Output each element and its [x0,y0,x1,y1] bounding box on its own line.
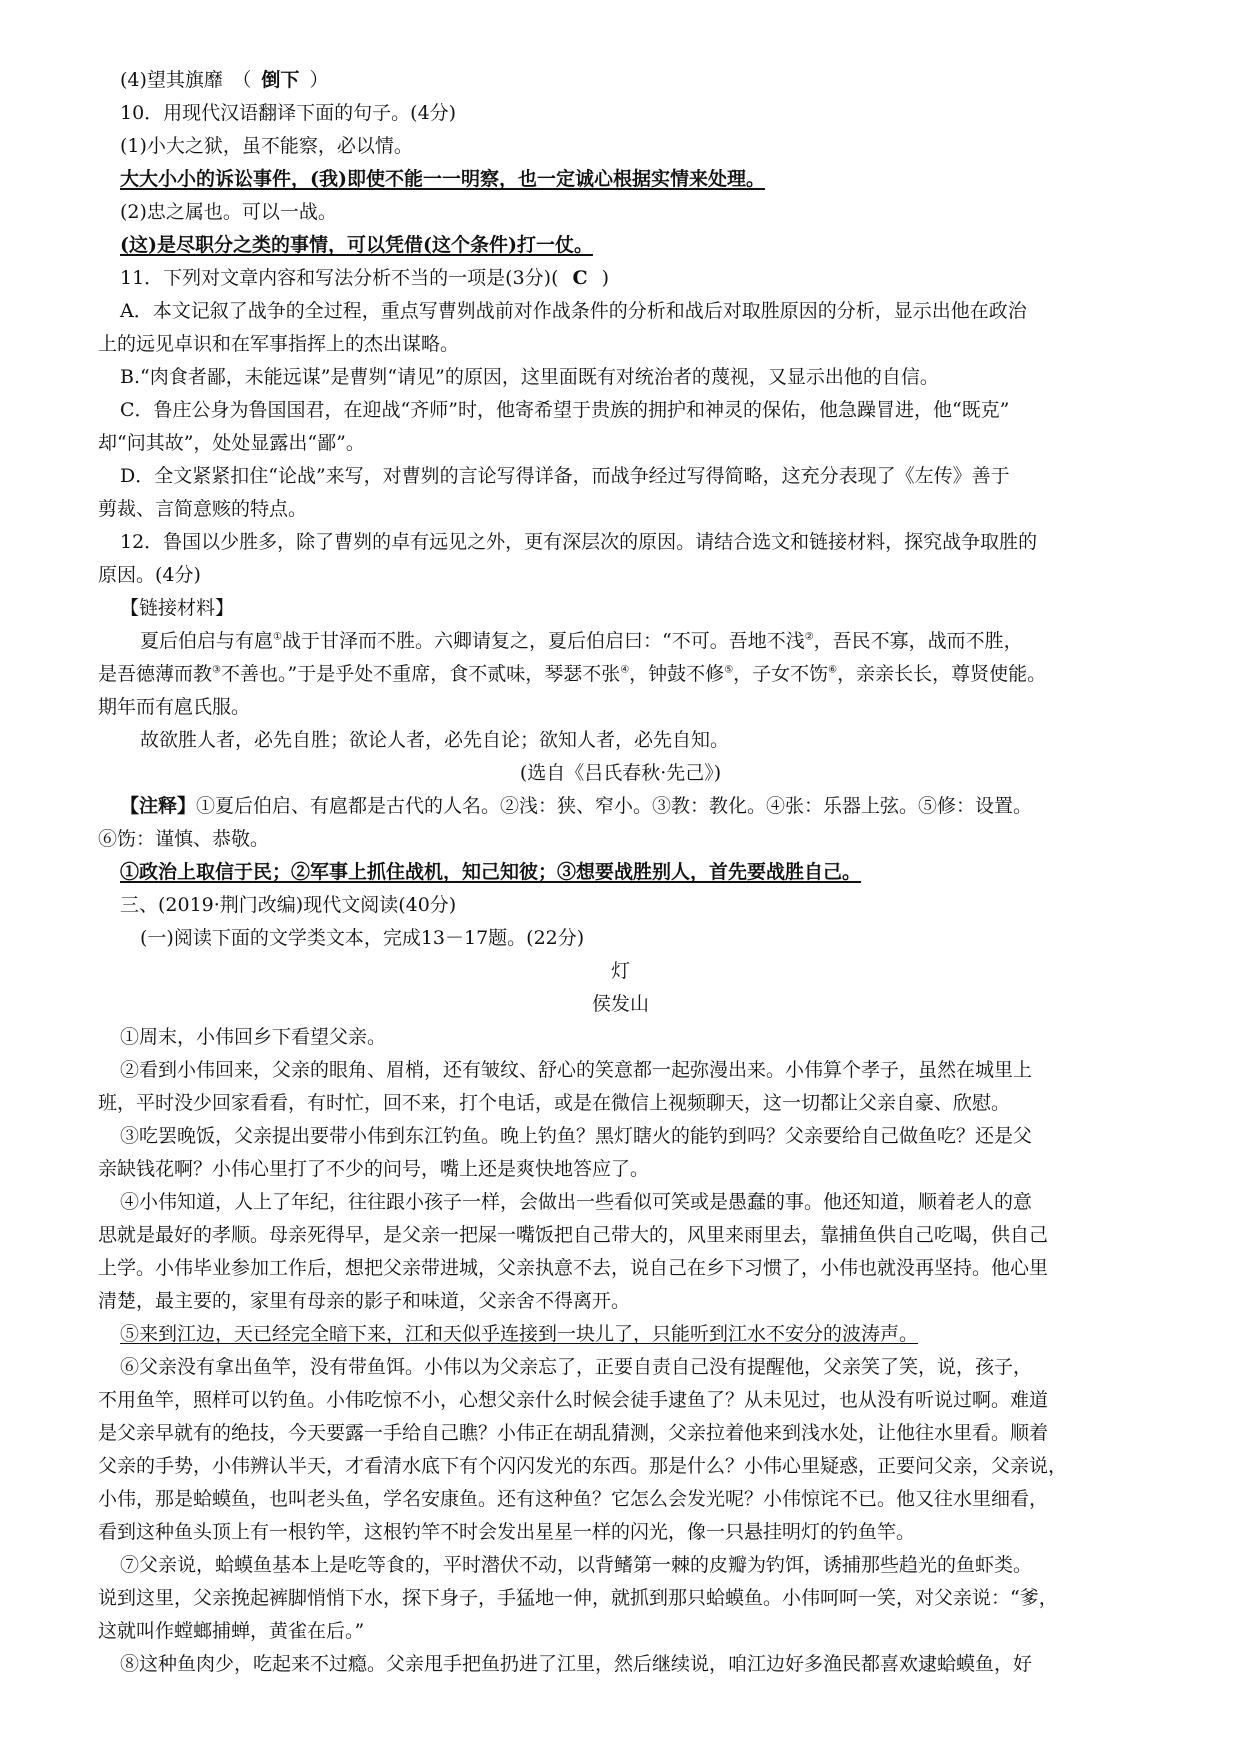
text: 战于甘泽而不胜。六卿请复之，夏后伯启曰：“不可。吾地不浅 [281,630,805,652]
question-12: 12．鲁国以少胜多，除了曹刿的卓有远见之外，更有深层次的原因。请结合选文和链接材料，探究战争取胜的 [120,531,1038,553]
paragraph-4-cont: 清楚，最主要的，家里有母亲的影子和味道，父亲舍不得离开。 [98,1290,631,1312]
annotation [120,790,1032,823]
article-title: 灯 [610,960,630,982]
question-10-2: (2)忠之属也。可以一战。 [120,201,337,223]
question-12-cont: 原因。(4分) [98,564,201,586]
answer-10-2: (这)是尽职分之类的事情，可以凭借(这个条件)打一仗。 [120,234,593,256]
line-answer-9-4 [120,64,328,97]
paragraph-4-cont: 上学。小伟毕业参加工作后，想把父亲带进城，父亲执意不去，说自己在乡下习惯了，小伟也就没再坚持。他心里 [98,1257,1049,1279]
paragraph-5: ⑤来到江边，天已经完全暗下来，江和天似乎连接到一块儿了，只能听到江水不安分的波涛声。 [120,1323,919,1345]
section-three-heading: 三、(2019·荆门改编)现代文阅读(40分) [120,894,457,916]
option-c-cont: 却“问其故”，处处显露出“鄙”。 [98,432,365,454]
question-10-1: (1)小大之狱，虽不能察，必以情。 [120,135,413,157]
paragraph-6-cont: 不用鱼竿，照样可以钓鱼。小伟吃惊不小，心想父亲什么时候会徒手逮鱼了？从未见过，也从没有听说过啊。难道 [98,1389,1049,1411]
question-text: ） [309,69,329,91]
paragraph-6-cont: 是父亲早就有的绝技，今天要露一手给自己瞧？小伟正在胡乱猜测，父亲拉着他来到浅水处，让他往水里看。顺着 [98,1422,1049,1444]
paragraph-2: ②看到小伟回来，父亲的眼角、眉梢，还有皱纹、舒心的笑意都一起弥漫出来。小伟算个孝子，虽然在城里上 [120,1059,1033,1081]
paragraph-6-cont: 小伟，那是蛤蟆鱼，也叫老头鱼，学名安康鱼。还有这种鱼？它怎么会发光呢？小伟惊诧不已。他又往水里细看， [98,1488,1049,1510]
text: ，子女不饬 [733,663,829,685]
question-10: 10．用现代汉语翻译下面的句子。(4分) [120,102,457,124]
text: ，亲亲长长，尊贤使能。 [837,663,1047,685]
paragraph-4: ④小伟知道，人上了年纪，往往跟小孩子一样，会做出一些看似可笑或是愚蠢的事。他还知道，顺着老人的意 [120,1191,1033,1213]
option-c: C．鲁庄公身为鲁国国君，在迎战“齐师”时，他寄希望于贵族的拥护和神灵的保佑，他急躁冒进，他“既克” [120,399,1010,421]
paragraph-4-cont: 思就是最好的孝顺。母亲死得早，是父亲一把屎一嘴饭把自己带大的，风里来雨里去，靠捕鱼供自己吃喝，供自己 [98,1224,1049,1246]
option-a: A．本文记叙了战争的全过程，重点写曹刿战前对作战条件的分析和战后对取胜原因的分析，显示出他在政治 [120,300,1027,322]
text: 是吾德薄而教 [98,663,213,685]
text: ，钟鼓不修 [629,663,725,685]
paragraph-7-cont: 说到这里，父亲挽起裤脚悄悄下水，探下身子，手猛地一伸，就抓到那只蛤蟆鱼。小伟呵呵一笑，对父亲说：“爹， [98,1587,1058,1609]
paragraph-8: ⑧这种鱼肉少，吃起来不过瘾。父亲甩手把鱼扔进了江里，然后继续说，咱江边好多渔民都喜欢逮蛤蟆鱼，好 [120,1653,1033,1675]
footnote-mark: ③ [212,664,221,676]
answer-text: 倒下 [261,69,300,91]
text: 夏后伯启与有扈 [140,630,274,652]
article-author: 侯发山 [591,993,649,1015]
material-quote: 故欲胜人者，必先自胜；欲论人者，必先自论；欲知人者，必先自知。 [140,729,730,751]
material-paragraph-cont [98,658,1046,691]
question-text: (4)望其旗靡 （ [120,69,252,91]
paragraph-6: ⑥父亲没有拿出鱼竿，没有带鱼饵。小伟以为父亲忘了，正要自责自己没有提醒他，父亲笑了笑，说，孩子， [120,1356,1033,1378]
annotation-label: 【注释】 [120,795,197,817]
paragraph-7: ⑦父亲说，蛤蟆鱼基本上是吃等食的，平时潜伏不动，以背鳍第一棘的皮瓣为钓饵，诱捕那些趋光的鱼虾类。 [120,1554,1033,1576]
paragraph-3-cont: 亲缺钱花啊？小伟心里打了不少的问号，嘴上还是爽快地答应了。 [98,1158,650,1180]
paragraph-1: ①周末，小伟回乡下看望父亲。 [120,1026,387,1048]
answer-10-1: 大大小小的诉讼事件，(我)即使不能一一明察，也一定诚心根据实情来处理。 [120,168,765,190]
text: 不善也。”于是乎处不重席，食不贰味，琴瑟不张 [220,663,621,685]
footnote-mark: ② [804,631,814,643]
question-11 [120,262,609,295]
option-b: B.“肉食者鄙，未能远谋”是曹刿“请见”的原因，这里面既有对统治者的蔑视，又显示出他的自信。 [120,366,939,388]
reading-instruction: (一)阅读下面的文学类文本，完成13－17题。(22分) [140,927,585,949]
question-text: 11．下列对文章内容和写法分析不当的一项是(3分)( [120,267,559,289]
question-text: ) [601,267,610,289]
footnote-mark: ⑤ [724,664,734,676]
option-d: D．全文紧紧扣住“论战”来写，对曹刿的言论写得详备，而战争经过写得简略，这充分表现了《左传》善于 [120,465,1010,487]
footnote-mark: ① [273,631,282,643]
material-paragraph-end: 期年而有扈氏服。 [98,696,251,718]
answer-12: ①政治上取信于民；②军事上抓住战机，知己知彼；③想要战胜别人，首先要战胜自己。 [120,861,862,883]
footnote-mark: ④ [620,664,630,676]
answer-text: C [572,267,588,289]
linked-material-heading: 【链接材料】 [120,597,235,619]
paragraph-6-cont: 看到这种鱼头顶上有一根钓竿，这根钓竿不时会发出星星一样的闪光，像一只悬挂明灯的钓鱼竿。 [98,1521,916,1543]
option-d-cont: 剪裁、言简意赅的特点。 [98,498,308,520]
option-a-cont: 上的远见卓识和在军事指挥上的杰出谋略。 [98,333,460,355]
footnote-mark: ⑥ [828,664,838,676]
text: ，吾民不寡，战而不胜， [813,630,1023,652]
source-citation: (选自《吕氏春秋·先己》) [519,762,722,784]
text: ①夏后伯启、有扈都是古代的人名。②浅：狭、窄小。③教：教化。④张：乐器上弦。⑤修：设置。 [196,795,1033,817]
annotation-cont: ⑥饬：谨慎、恭敬。 [98,828,270,850]
material-paragraph [140,625,1023,658]
paragraph-2-cont: 班，平时没少回家看看，有时忙，回不来，打个电话，或是在微信上视频聊天，这一切都让父亲自豪、欣慰。 [98,1092,1011,1114]
paragraph-3: ③吃罢晚饭，父亲提出要带小伟到东江钓鱼。晚上钓鱼？黑灯瞎火的能钓到吗？父亲要给自己做鱼吃？还是父 [120,1125,1033,1147]
paragraph-7-cont: 这就叫作螳螂捕蝉，黄雀在后。” [98,1620,365,1642]
paragraph-6-cont: 父亲的手势，小伟辨认半天，才看清水底下有个闪闪发光的东西。那是什么？小伟心里疑惑，正要问父亲，父亲说， [98,1455,1068,1477]
